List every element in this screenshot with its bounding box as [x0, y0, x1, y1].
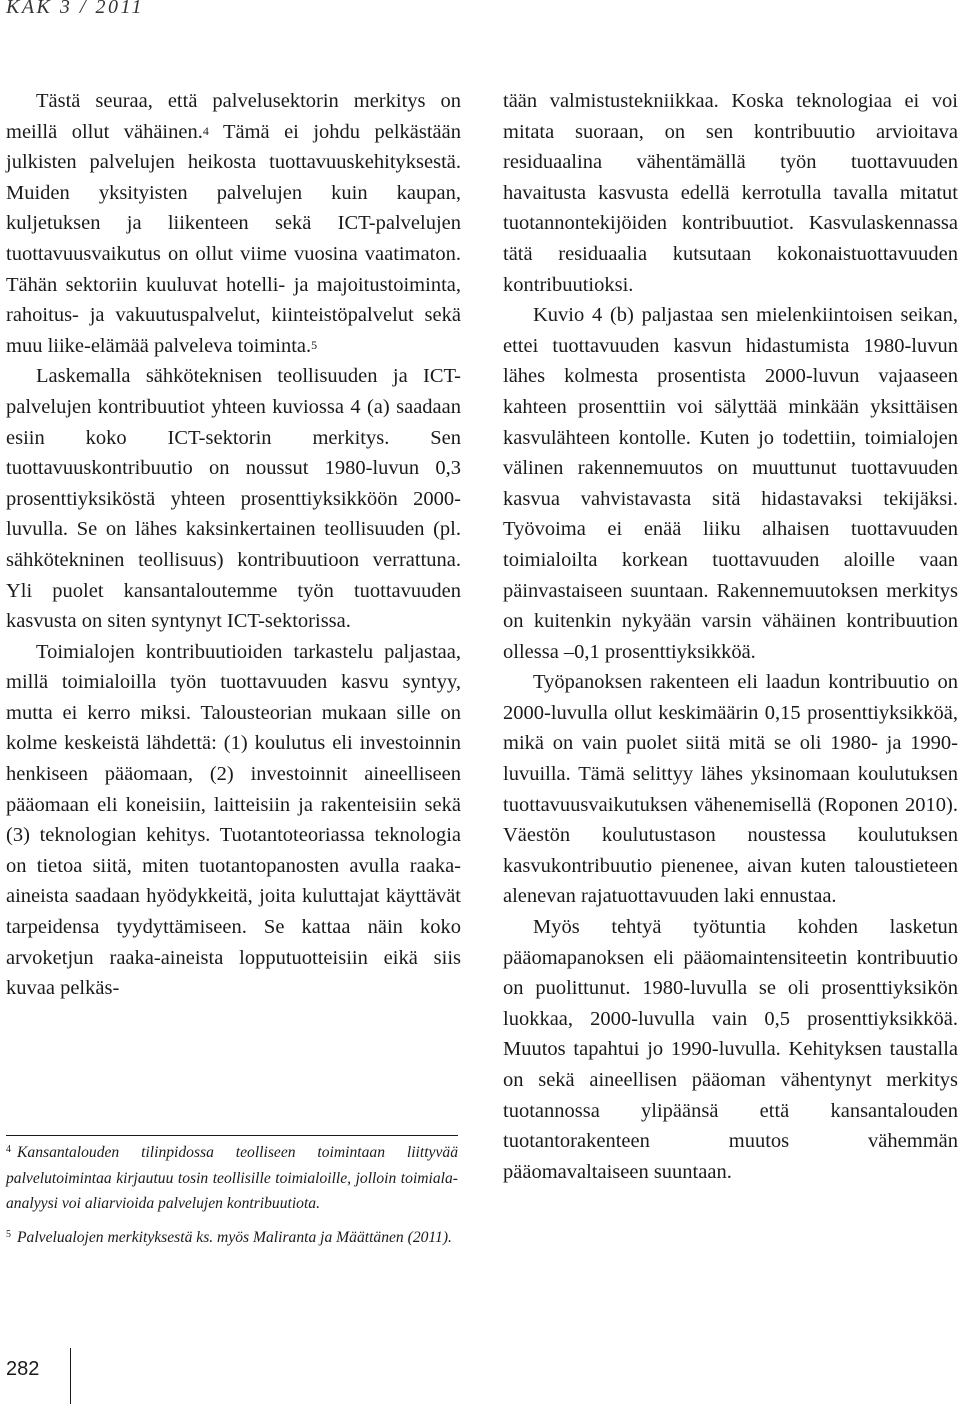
page-number-divider: [70, 1348, 71, 1404]
footnotes: [6, 1141, 458, 1263]
footnote: $^4$ Kansantalouden tilinpidossa teolliseen toimintaan liittyvää palvelutoimintaa kirjautuu tosin teollisille toimialoille, jolloin toimiala-analyysi voi aliarvioida palvelujen kontribuutiota.: [6, 1144, 458, 1212]
paragraph: Toimialojen kontribuutioiden tarkastelu paljastaa, millä toimialoilla työn tuottavuuden kasvu syntyy, mutta ei kerro miksi. Talousteorian mukaan sille on kolme keskeistä lähdettä: (1) koulutus eli investoinnin henkiseen pääomaan, (2) investoinnit aineelliseen pääomaan eli koneisiin, laitteisiin ja rakenteisiin sekä (3) teknologian kehitys. Tuotantoteoriassa teknologia on tietoa siitä, miten tuotantopanosten avulla raaka-aineista saadaan hyödykkeitä, joita kuluttajat käyttävät tarpeidensa tyydyttämiseen. Se kattaa näin koko arvoketjun raaka-aineista lopputuotteisiin eikä siis kuvaa pelkäs-: [6, 640, 461, 1000]
paragraph: Myös tehtyä työtuntia kohden lasketun pääomapanoksen eli pääomaintensiteetin kontribuutio on puolittunut. 1980-luvulla se oli prosenttiyksikön luokkaa, 2000-luvulla vain 0,5 prosenttiyksikköä. Muutos tapahtui jo 1990-luvulla. Kehityksen taustalla on sekä aineellisen pääoman vähentynyt merkitys tuotannossa ylipäänsä että kansantalouden tuotantorakenteen muutos vähemmän pääomavaltaiseen suuntaan.: [503, 916, 958, 1183]
footnote: $^5$ Palvelualojen merkityksestä ks. myös Maliranta ja Määttänen (2011).: [6, 1229, 452, 1247]
paragraph: Laskemalla sähköteknisen teollisuuden ja ICT-palvelujen kontribuutiot yhteen kuviossa 4 (a) saadaan esiin koko ICT-sektorin merkitys. Sen tuottavuuskontribuutio on noussut 1980-luvun 0,3 prosenttiyksiköstä yhteen prosenttiyksikköön 2000-luvulla. Se on lähes kaksinkertainen teollisuuden (pl. sähkötekninen teollisuus) kontribuutioon verrattuna. Yli puolet kansantaloutemme työn tuottavuuden kasvusta on siten syntynyt ICT-sektorissa.: [6, 365, 461, 633]
footnote-ref[interactable]: 4: [202, 123, 209, 138]
running-header: KAK 3 / 2011: [6, 0, 144, 18]
right-column: [503, 86, 958, 1187]
paragraph: tään valmistustekniikkaa. Koska teknologiaa ei voi mitata suoraan, on sen kontribuutio arvioitava residuaalina vähentämällä työn tuottavuuden havaitusta kasvusta edellä kerrotulla tavalla mitatut tuotannontekijöiden kontribuutiot. Kasvulaskennassa tätä residuaalia kutsutaan kokonaistuottavuuden kontribuutioksi.: [503, 90, 958, 296]
footnote-divider: [6, 1135, 458, 1136]
page-number: 282: [6, 1358, 40, 1380]
left-column: [6, 86, 461, 1004]
footnote-number: 4: [6, 1144, 11, 1155]
paragraph: Työpanoksen rakenteen eli laadun kontribuutio on 2000-luvulla ollut keskimäärin 0,15 prosenttiyksikköä, mikä on vain puolet siitä mitä se oli 1980- ja 1990-luvuilla. Tämä selittyy lähes yksinomaan koulutuksen tuottavuusvaikutuksen vähenemisellä (Roponen 2010). Väestön koulutustason noustessa koulutuksen kasvukontribuutio pienenee, aivan kuten taloustieteen alenevan rajatuottavuuden laki ennustaa.: [503, 671, 958, 908]
paragraph: Kuvio 4 (b) paljastaa sen mielenkiintoisen seikan, ettei tuottavuuden kasvun hidastumista 1980-luvun lähes kolmesta prosentista 2000-luvun vajaaseen kahteen prosenttiin voi sälyttää minkään yksittäisen kasvulähteen kontolle. Kuten jo todettiin, toimialojen välinen rakennemuutos on muuttunut tuottavuuden kasvua vahvistavasta sitä hidastavaksi tekijäksi. Työvoima ei enää liiku alhaisen tuottavuuden toimialoilta korkean tuottavuuden aloille vaan päinvastaiseen suuntaan. Rakennemuutoksen merkitys on kuitenkin nykyään varsin vähäinen kontribuution ollessa –0,1 prosenttiyksikköä.: [503, 304, 958, 663]
footnote-ref[interactable]: 5: [311, 337, 318, 352]
paragraph: Tästä seuraa, että palvelusektorin merkitys on meillä ollut vähäinen.$^4$ Tämä ei johdu pelkästään julkisten palvelujen heikosta tuottavuuskehityksestä. Muiden yksityisten palvelujen kuin kaupan, kuljetuksen ja liikenteen sekä ICT-palvelujen tuottavuusvaikutus on ollut viime vuosina vaatimaton. Tähän sektoriin kuuluvat hotelli- ja majoitustoiminta, rahoitus- ja vakuutuspalvelut, kiinteistöpalvelut sekä muu liike-elämää palveleva toiminta.$^5$: [6, 90, 461, 357]
footnote-number: 5: [6, 1229, 11, 1241]
